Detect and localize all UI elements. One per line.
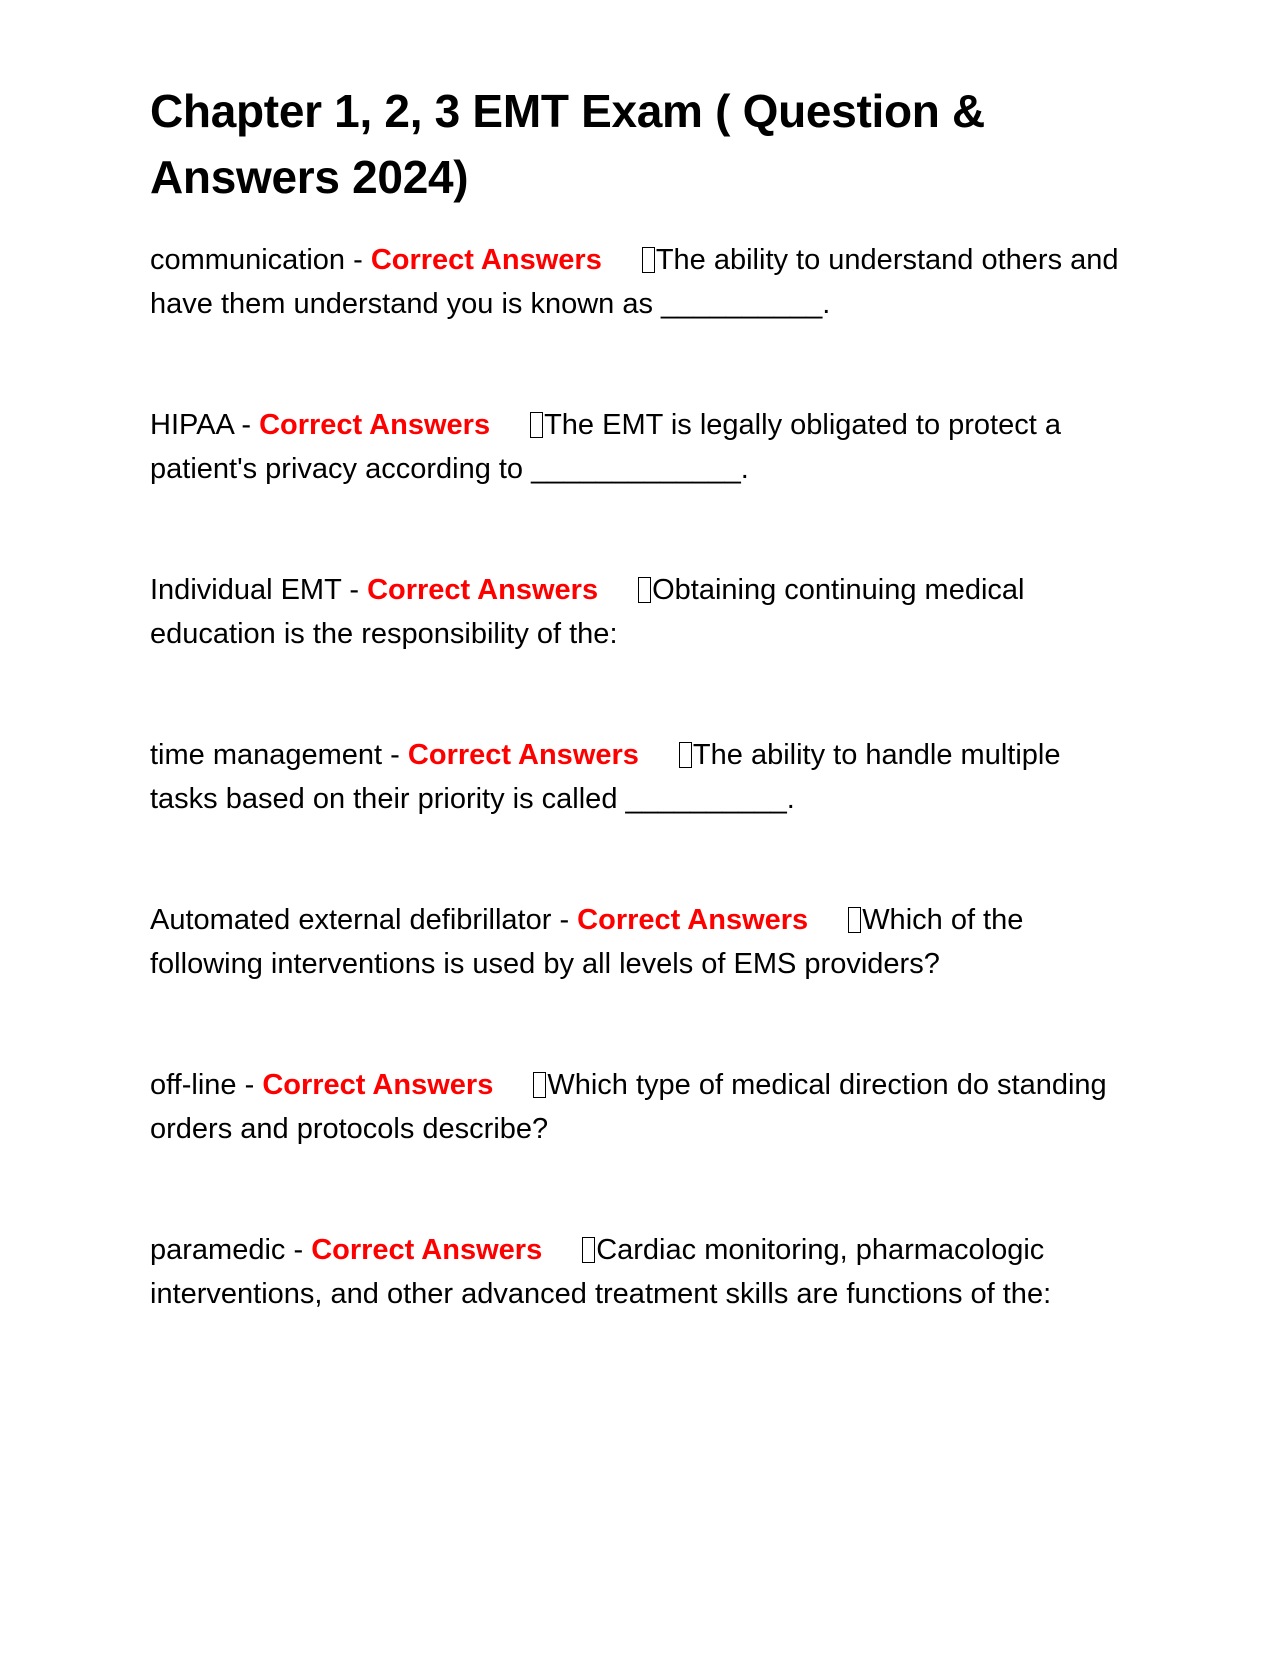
- correct-answers-label: Correct Answers: [577, 904, 809, 936]
- separator: -: [345, 244, 371, 276]
- answer-text: Automated external defibrillator: [150, 904, 552, 936]
- qa-item: [150, 1228, 1130, 1316]
- question-text: The ability to handle multiple tasks based on their priority is called __________.: [150, 739, 1061, 815]
- correct-answers-label: Correct Answers: [370, 244, 602, 276]
- missing-glyph-icon: [642, 247, 655, 273]
- document-page: [150, 78, 1130, 1393]
- missing-glyph-icon: [679, 742, 692, 768]
- question-text: Which of the following interventions is used by all levels of EMS providers?: [150, 904, 1024, 980]
- question-text: Which type of medical direction do standing orders and protocols describe?: [150, 1069, 1107, 1145]
- missing-glyph-icon: [530, 412, 543, 438]
- answer-text: time management: [150, 739, 383, 771]
- missing-glyph-icon: [582, 1237, 595, 1263]
- separator: -: [236, 1069, 263, 1101]
- missing-glyph-icon: [848, 907, 861, 933]
- question-text: The EMT is legally obligated to protect a patient's privacy according to _____________.: [150, 409, 1061, 485]
- correct-answers-label: Correct Answers: [262, 1069, 494, 1101]
- missing-glyph-icon: [638, 577, 651, 603]
- separator: -: [551, 904, 578, 936]
- separator: -: [341, 574, 368, 606]
- correct-answers-label: Correct Answers: [367, 574, 599, 606]
- question-text: The ability to understand others and have them understand you is known as __________.: [150, 244, 1119, 320]
- qa-item: [150, 733, 1130, 821]
- separator: -: [382, 739, 408, 771]
- qa-item: [150, 898, 1130, 986]
- qa-item: [150, 568, 1130, 656]
- missing-glyph-icon: [533, 1072, 546, 1098]
- document-title: Chapter 1, 2, 3 EMT Exam ( Question & Answers 2024): [150, 85, 985, 203]
- correct-answers-label: Correct Answers: [407, 739, 639, 771]
- answer-text: HIPAA: [150, 409, 234, 441]
- question-text: Obtaining continuing medical education is the responsibility of the:: [150, 574, 1025, 650]
- correct-answers-label: Correct Answers: [259, 409, 491, 441]
- answer-text: off-line: [150, 1069, 237, 1101]
- answer-text: communication: [150, 244, 346, 276]
- answer-text: paramedic: [150, 1234, 286, 1266]
- separator: -: [285, 1234, 312, 1266]
- qa-item: [150, 1063, 1130, 1151]
- separator: -: [233, 409, 260, 441]
- qa-item: [150, 403, 1130, 491]
- question-text: Cardiac monitoring, pharmacologic interventions, and other advanced treatment skills are functions of the:: [150, 1234, 1052, 1310]
- answer-text: Individual EMT: [150, 574, 342, 606]
- correct-answers-label: Correct Answers: [311, 1234, 543, 1266]
- qa-item: [150, 238, 1130, 326]
